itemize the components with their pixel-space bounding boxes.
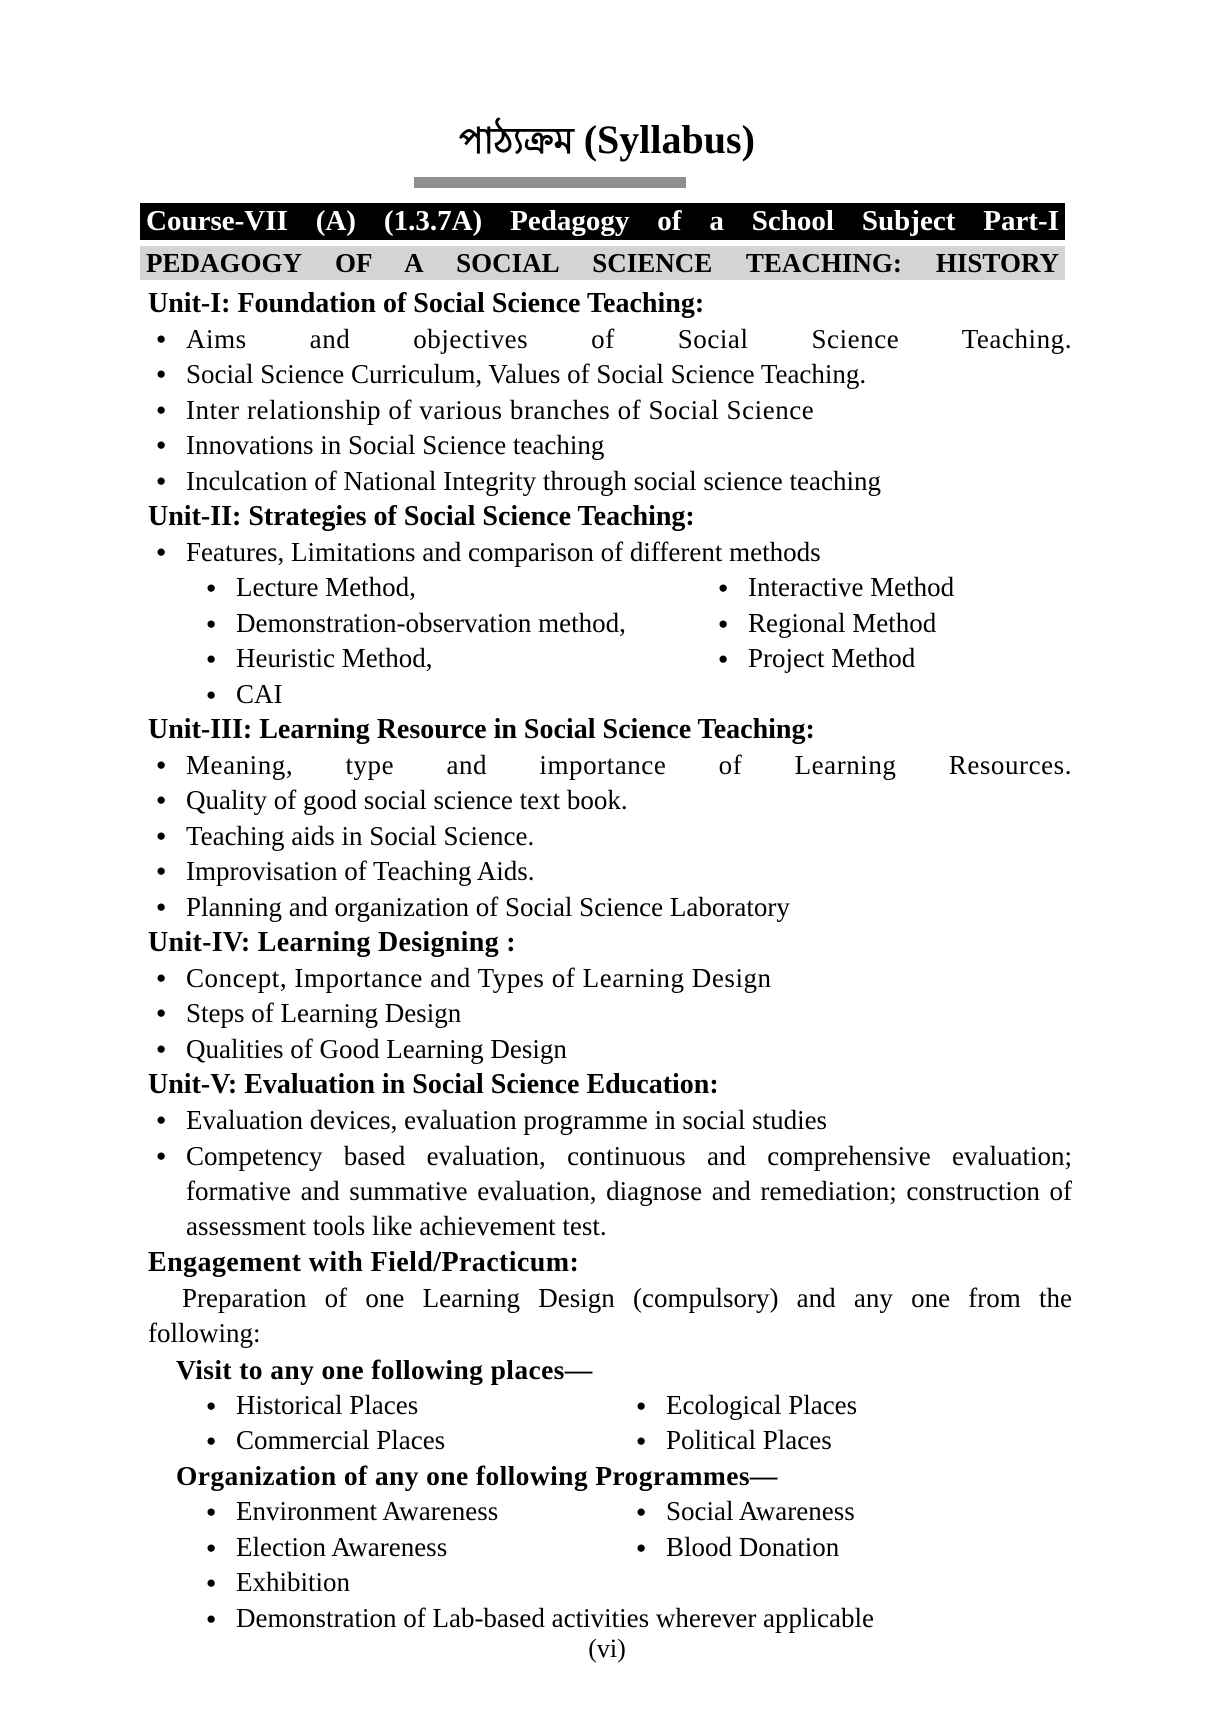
unit-3-bullet-list	[148, 748, 1072, 925]
list-item: ● Inter relationship of various branches of Social Science	[148, 393, 1072, 428]
page-title-bengali: পাঠ্যক্রম	[459, 121, 574, 162]
subject-banner: PEDAGOGY OF A SOCIAL SCIENCE TEACHING: HISTORY	[140, 246, 1065, 280]
unit-heading-3: Unit-III: Learning Resource in Social Science Teaching:	[148, 714, 815, 745]
page-title	[0, 118, 1214, 162]
list-item: ● Inculcation of National Integrity through social science teaching	[148, 464, 1072, 499]
list-item: ● Social Awareness	[636, 1494, 855, 1529]
list-item: ● Regional Method	[718, 606, 936, 641]
table-row	[206, 1388, 1072, 1423]
organization-section-heading: Organization of any one following Programmes—	[176, 1460, 778, 1492]
table-row	[206, 606, 1072, 641]
table-row	[206, 570, 1072, 605]
engagement-paragraph: Preparation of one Learning Design (compulsory) and any one from the following:	[148, 1282, 1072, 1349]
list-item: ● Demonstration of Lab-based activities wherever applicable	[206, 1601, 1072, 1636]
unit-heading-1: Unit-I: Foundation of Social Science Teaching:	[148, 288, 705, 319]
list-item: ● Ecological Places	[636, 1388, 857, 1423]
list-item: ● Historical Places	[206, 1388, 418, 1423]
list-item: ● Innovations in Social Science teaching	[148, 428, 1072, 463]
unit-2-two-column-list	[206, 570, 1072, 712]
page-title-english: (Syllabus)	[583, 117, 755, 162]
list-item: ● Steps of Learning Design	[148, 996, 1072, 1031]
organization-single-list	[206, 1565, 1072, 1636]
list-item: ● Evaluation devices, evaluation programme in social studies	[148, 1103, 1072, 1138]
list-item: ● Lecture Method,	[206, 570, 416, 605]
list-item: ● Project Method	[718, 641, 915, 676]
list-item: ● Demonstration-observation method,	[206, 606, 626, 641]
unit-4-bullet-list	[148, 961, 1072, 1067]
list-item: ● Interactive Method	[718, 570, 954, 605]
list-item: ● Qualities of Good Learning Design	[148, 1032, 1072, 1067]
table-row	[206, 677, 1072, 712]
list-item: ● Aims and objectives of Social Science Teaching.	[148, 322, 1072, 357]
table-row	[206, 1423, 1072, 1458]
table-row	[206, 641, 1072, 676]
list-item: ● Blood Donation	[636, 1530, 839, 1565]
unit-heading-5: Unit-V: Evaluation in Social Science Education:	[148, 1069, 719, 1101]
list-item: ● Quality of good social science text book.	[148, 783, 1072, 818]
list-item: ● Heuristic Method,	[206, 641, 432, 676]
list-item: ● Concept, Importance and Types of Learning Design	[148, 961, 1072, 996]
list-item: ● Competency based evaluation, continuous and comprehensive evaluation; formative and summative evaluation, diagnose and remediation; construction of assessment tools like achievement test.	[148, 1139, 1072, 1245]
table-row	[206, 1494, 1072, 1529]
list-item: ● Political Places	[636, 1423, 832, 1458]
list-item: ● Exhibition	[206, 1565, 1072, 1600]
list-item: ● Commercial Places	[206, 1423, 445, 1458]
unit-1-bullet-list	[148, 322, 1072, 499]
unit-2-bullet-list	[148, 535, 1072, 570]
unit-heading-4: Unit-IV: Learning Designing :	[148, 927, 516, 959]
list-item: ● Social Science Curriculum, Values of Social Science Teaching.	[148, 357, 1072, 392]
page-number: (vi)	[588, 1634, 626, 1663]
list-item: ● Election Awareness	[206, 1530, 447, 1565]
list-item: ● Teaching aids in Social Science.	[148, 819, 1072, 854]
list-item: ● Features, Limitations and comparison of different methods	[148, 535, 1072, 570]
course-banner: Course-VII (A) (1.3.7A) Pedagogy of a School Subject Part-I	[140, 203, 1065, 240]
table-row	[206, 1530, 1072, 1565]
title-underline-bar	[414, 177, 686, 188]
unit-5-bullet-list	[148, 1103, 1072, 1245]
organization-two-column-list	[206, 1494, 1072, 1565]
visit-section-heading: Visit to any one following places—	[176, 1353, 593, 1385]
visit-two-column-list	[206, 1388, 1072, 1459]
unit-heading-2: Unit-II: Strategies of Social Science Teaching:	[148, 501, 695, 533]
list-item: ● Environment Awareness	[206, 1494, 498, 1529]
syllabus-content	[148, 286, 1072, 1636]
engagement-heading: Engagement with Field/Practicum:	[148, 1246, 580, 1278]
list-item: ● Meaning, type and importance of Learning Resources.	[148, 748, 1072, 783]
list-item: ● CAI	[206, 677, 283, 712]
list-item: ● Planning and organization of Social Science Laboratory	[148, 890, 1072, 925]
list-item: ● Improvisation of Teaching Aids.	[148, 854, 1072, 889]
